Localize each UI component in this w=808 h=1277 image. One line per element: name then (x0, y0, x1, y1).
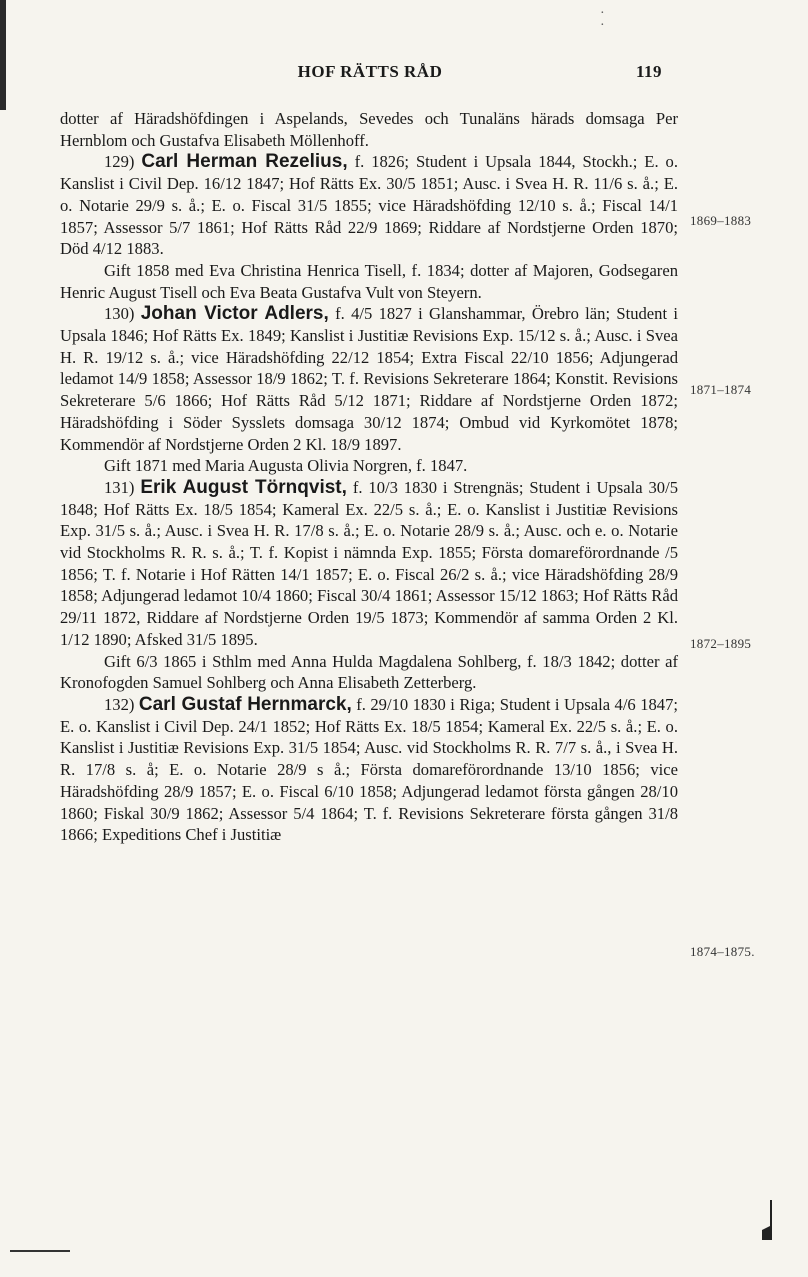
page-number: 119 (635, 62, 662, 81)
scan-edge-mark (10, 1250, 70, 1252)
entry-number: 129) (104, 152, 135, 172)
margin-years-132: 1874–1875. (690, 944, 755, 959)
margin-years-131: 1872–1895 (690, 636, 752, 651)
entry-130 (60, 303, 678, 455)
entry-129-marriage: Gift 1858 med Eva Christina Henrica Tisell, f. 1834; dotter af Majoren, Godsegaren Henric August Tisell och Eva Beata Gustafva Vult von Steyern. (60, 260, 678, 302)
scan-corner-mark-icon (760, 1200, 774, 1240)
margin-years-129: 1869–1883 (690, 213, 752, 228)
person-name: Johan Victor Adlers, (140, 303, 329, 325)
entry-number: 132) (104, 694, 135, 714)
entry-131-marriage: Gift 6/3 1865 i Sthlm med Anna Hulda Magdalena Sohlberg, f. 18/3 1842; dotter af Kronofogden Samuel Sohlberg och Anna Elisabeth Zetterberg. (60, 651, 678, 693)
person-name: Carl Gustaf Hernmarck, (138, 693, 352, 715)
page-edge-shadow (0, 0, 6, 110)
entry-text: f. 29/10 1830 i Riga; Student i Upsala 4/6 1847; E. o. Kanslist i Civil Dep. 24/1 1852; Hof Rätts Ex. 18/5 1854; Kameral Ex. 22/5 s. å.; E. o. Kanslist i Justitiæ Revisions Exp. 31/5 1854; Ausc. vid Stockholms R. R. 7/7 s. å., i Svea H. R. 17/8 s. å; E. o. Notarie 28/9 s å.; Första domareförordnande 13/10 1856; vice Häradshöfding 28/9 1857; E. o. Fiscal 6/10 1858; Adjungerad ledamot första gången 28/10 1860; Fiskal 30/9 1862; Assessor 5/4 1864; T. f. Revisions Sekreterare första gången 31/8 1866; Expeditions Chef i Justitiæ (60, 694, 678, 845)
entry-text: f. 10/3 1830 i Strengnäs; Student i Upsala 30/5 1848; Hof Rätts Ex. 18/5 1854; Kameral Ex. 22/5 s. å.; E. o. Kanslist i Justitiæ Revisions Exp. 31/5 s. å.; Ausc. i Svea H. R. 17/8 s. å.; E. o. Notarie 28/9 s. å.; Ausc. och e. o. Notarie vid Stockholms R. R. s. å.; T. f. Kopist i nämnda Exp. 1855; Första domareförordnande /5 1856; T. f. Notarie i Hof Rätten 14/1 1857; E. o. Fiscal 26/2 s. å.; vice Häradshöfding 28/9 1858; Adjungerad ledamot 10/4 1860; Fiscal 30/4 1861; Assessor 15/12 1863; Hof Rätts Råd 29/11 1872, Riddare af Nordstjerne Orden 19/5 1873; Kommendör af samma Orden 2 Kl. 1/12 1890; Afsked 31/5 1895. (60, 477, 678, 649)
entry-132 (60, 694, 678, 846)
entry-number: 130) (104, 304, 135, 324)
entry-text: f. 4/5 1827 i Glanshammar, Örebro län; Student i Upsala 1846; Hof Rätts Ex. 1849; Kanslist i Justitiæ Revisions Exp. 15/12 s. å.; Ausc. i Svea H. R. 19/12 s. å.; vice Häradshöfding 22/12 1854; Extra Fiscal 22/10 1856; Adjungerad ledamot 14/9 1858; Assessor 18/9 1862; T. f. Revisions Sekreterare 1864; Konstit. Revisions Sekreterare 5/6 1866; Hof Rätts Råd 5/12 1871; Riddare af Nordstjerne Orden 1872; Häradshöfding i Söder Sysslets domsaga 30/12 1874; Ombud vid Kyrkomötet 1878; Kommendör af Nordstjerne Orden 2 Kl. 18/9 1897. (60, 304, 678, 454)
margin-years-130: 1871–1874 (690, 382, 752, 397)
page-body (60, 108, 678, 846)
person-name: Carl Herman Rezelius, (141, 151, 348, 173)
page-speck-marks: · · (600, 6, 605, 33)
entry-131 (60, 477, 678, 651)
entry-130-marriage: Gift 1871 med Maria Augusta Olivia Norgren, f. 1847. (104, 456, 468, 476)
person-name: Erik August Törnqvist, (140, 476, 347, 498)
running-header (60, 62, 680, 88)
entry-text: f. 1826; Student i Upsala 1844, Stockh.; E. o. Kanslist i Civil Dep. 16/12 1847; Hof Rätts Ex. 30/5 1851; Ausc. i Svea H. R. 11/6 s. å.; E. o. Notarie 29/9 s. å.; E. o. Fiscal 31/5 1855; vice Häradshöfding 12/10 s. å.; Fiscal 14/1 1857; Assessor 5/7 1861; Hof Rätts Råd 22/9 1869; Riddare af Nordstjerne Orden 1870; Död 4/12 1883. (60, 152, 678, 259)
intro-paragraph: dotter af Häradshöfdingen i Aspelands, Sevedes och Tunaläns härads domsaga Per Hernblom och Gustafva Elisabeth Möllenhoff. (60, 109, 678, 150)
running-title: HOF RÄTTS RÅD (297, 62, 443, 81)
entry-129 (60, 151, 678, 260)
entry-number: 131) (104, 477, 135, 497)
